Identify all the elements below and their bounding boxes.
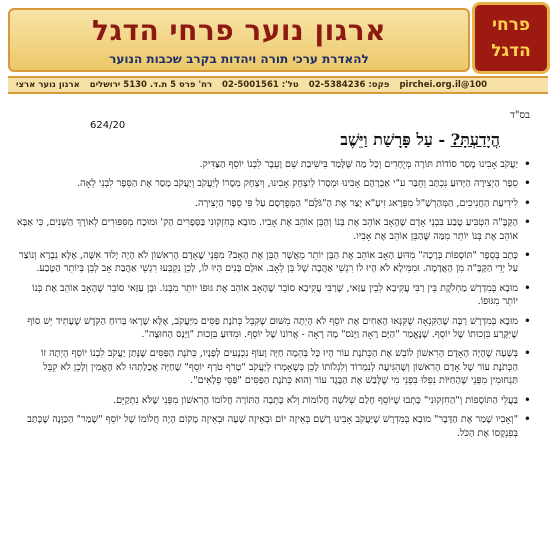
issue-number: 624/20: [90, 120, 126, 131]
fact-item: • סֵפֶר הַיְצִירָה הַיָּדוּעַ נִכְתַּב וְחֻבַּר ע"י אַבְרָהָם אָבִינוּ וּמְסָרוֹ לְיִצְחָק אָבִינוּ, וְיִצְחָק מְסָרוֹ לְיַעֲקֹב וְיַעֲקֹב מָסַר אֶת הַסֵּפֶר לִבְנֵי לֵאָה.: [14, 177, 518, 190]
fact-item: • מוּבָא בְּמִדְרָשׁ רַבָּה שֶׁהַקִּנְאָה שֶׁקִּנְּאוּ הָאַחִים אֶת יוֹסֵף לֹא הָיְתָה מִשּׁוּם שֶׁקִּבֵּל כְּתֹנֶת פַּסִּים מִיַּעֲקֹב, אֶלָּא שֶׁרָאוּ בְּרוּחַ הַקֹּדֶשׁ שֶׁעָתִיד יֵשׁ סוֹף שֶׁיִּקָּרַע בִּזְכוּתוֹ שֶׁל יוֹסֵף. שֶׁנֶּאֱמַר "הַיָּם רָאָה וַיָּנֹס" מָה רָאָה - אֲרוֹנוֹ שֶׁל יוֹסֵף. וּמִדּוּעַ בִּזְכוּת "וַיָּנָס הַחוּצָה".: [14, 315, 518, 342]
fact-item: • יַעֲקֹב אָבִינוּ מָסַר סוֹדוֹת תּוֹרָה מְיֻחָדִים וְכָל מַה שֶּׁלָּמַד בִּישִׁיבַת שֵׁם וָעֵבֶר לִבְנוֹ יוֹסֵף הַצַּדִּיק.: [14, 158, 518, 171]
page-title: [340, 130, 500, 150]
letterhead: [0, 0, 556, 104]
logo-text-line2: הדגל: [491, 41, 531, 61]
fact-item: • בְּשָׁעָה שֶׁהָיָה הָאָדָם הָרִאשׁוֹן לוֹבֵשׁ אֶת הַכְּתֹנֶת עוֹר הָיוּ כָּל בְּהֵמָה חַיָּה וָעוֹף נִכְנָעִים לְפָנָיו, כְּתֹנֶת הַפַּסִּים שֶׁנָּתַן יַעֲקֹב לִבְנוֹ יוֹסֵף הָיְתָה זוֹ הַכְּתֹנֶת עוֹר שֶׁל אָדָם הָרִאשׁוֹן וְשֶׁהִגִּיעָה לְנִמְרוֹד וְלִגְלֹוֹתוֹ לָכֵן כְּשֶׁאָמְרוּ לְיַעֲקֹב "טָרֹף טֹרַף יוֹסֵף" שֶׁחַיָּה אֲכָלַתְהוּ לֹא הֶאֱמִין וְלָכֵן לֹא קִבֵּל תַּנְחוּמִין מִפְּנֵי שֶׁהַחַיּוֹת נִפְלוּ בִּפְנֵי מִי שֶׁלָּבַשׁ אֶת הַבֶּגֶד עוֹר וְהוּא כְּתֹנֶת הַפַּסִּים "פַּסֵּי פְלָאִים".: [14, 347, 518, 387]
fact-item: • "וְאָבִיו שָׁמַר אֶת הַדָּבָר" מוּבָא בְּמִדְרָשׁ שֶׁיַּעֲקֹב אָבִינוּ רָשַׁם בְּאֵיזֶה יוֹם וּבְאֵיזֶה שָׁעָה וּבְאֵיזֶה מָקוֹם הָיָה חֲלוֹמוֹ שֶׁל יוֹסֵף "שָׁמַר" הַכַּוָּנָה שֶׁכָּתַב בְּפִנְקָסוֹ אֶת הַכֹּל.: [14, 413, 518, 440]
fact-item: • כָּתַב בְּסֵפֶר "תּוֹסָפוֹת בְּרָכָה" מִדּוּעַ הָאָב אוֹהֵב אֶת הַבֵּן יוֹתֵר מֵאֲשֶׁר הַבֵּן אֶת הָאָב? מִפְּנֵי שֶׁאָדָם הָרִאשׁוֹן לֹא הָיָה יָלוּד אִשָּׁה, אֶלָּא נִבְרָא וְנוֹצַר עַל יְדֵי הַקָּבָּ"ה מִן הָאֲדָמָה. וּמִמֵּילָא לֹא הָיוּ לוֹ רִגְשֵׁי אַהֲבָה שֶׁל בֵּן לְאָב. אוּלָם בָּנִים הָיוּ לוֹ, לָכֵן נִקְבְּעוּ רִגְשֵׁי אַהֲבַת אָב לְבֵן בְּיוֹתֵר הַטֶּבַע.: [14, 249, 518, 276]
fact-item: • בַּעֲלֵי הַתּוֹסָפוֹת וְ"הַחִזְקוּנִי" כָּתְבוּ שֶׁיּוֹסֵף חָלַם שְׁלֹשָׁה חֲלוֹמוֹת וְלֹא כָּתְבָה הַתּוֹרָה חֲלוֹמוֹ הָרִאשׁוֹן מִפְּנֵי שֶׁלֹּא נִתְקַיֵּם.: [14, 394, 518, 407]
contact-email: 100@pirchei.org.il: [399, 80, 488, 90]
contact-phone: טל': 02-5001561: [222, 80, 299, 90]
bsd-mark: בס"ד: [510, 110, 530, 121]
title-sub: - עַל פָּרָשַׁת וַיֵּשֶׁב: [340, 130, 446, 149]
org-name: ארגון נוער פרחי הדגל: [92, 14, 386, 47]
org-tagline: להאדרת ערכי תורה ויהדות בקרב שכבות הנוער: [109, 52, 369, 66]
contact-org-type: ארגון נוער ארצי: [16, 80, 80, 90]
pirchei-logo: [472, 2, 550, 74]
fact-item: • מוּבָא בְּמִדְרָשׁ מַחְלֹקֶת בֵּין רַבִּי עֲקִיבָא לְבֵין עַזַּאי, שֶׁרַבִּי עֲקִיבָא סוֹבֵר שֶׁהָאָב אוֹהֵב אֶת גּוּפוֹ יוֹתֵר מִבְּנוֹ. וּבֶן עַזַּאי סוֹבֵר שֶׁהָאָב אוֹהֵב אֶת בְּנוֹ יוֹתֵר מִגּוּפוֹ.: [14, 282, 518, 309]
facts-list: [14, 158, 534, 446]
contact-bar: [8, 76, 548, 94]
contact-address: רח' פרס 5 ת.ד. 5130 ירושלים: [89, 80, 213, 90]
fact-item: • הַקָּבָּ"ה הִטְבִּיעַ טֶבַע בִּבְנֵי אָדָם שֶׁהָאָב אוֹהֵב אֶת בְּנוֹ וְהַבֵּן אוֹהֵב אֶת אָבִיו. מוּבָא בְּחִזְקוּנִי בַּסְּפָרִים הַק' וּמוּכָח מִסִּפּוּרִים לְאוֹרֶךְ הַשָּׁנִים, כִּי אַבָּא אוֹהֵב אֶת בְּנוֹ יוֹתֵר מִמַּה שֶּׁהַבֵּן אוֹהֵב אֶת אָבִיו.: [14, 216, 518, 243]
contact-fax: פקס: 02-5384236: [308, 80, 390, 90]
title-banner: [8, 8, 470, 72]
title-main: הֲיָדַעְתָּ?: [450, 130, 500, 149]
logo-text-line1: פרחי: [491, 15, 531, 35]
fact-item: • לִידִיעַת הַחֲנִיכִים, הַמְּהַרְשָׁ"ל מִפְּרָאג זִיעָ"א יָצַר אֶת הַ"גֹּלֶם" הַמְּפֻרְסָם עַל פִּי סֵפֶר הַיְצִירָה.: [14, 197, 518, 210]
